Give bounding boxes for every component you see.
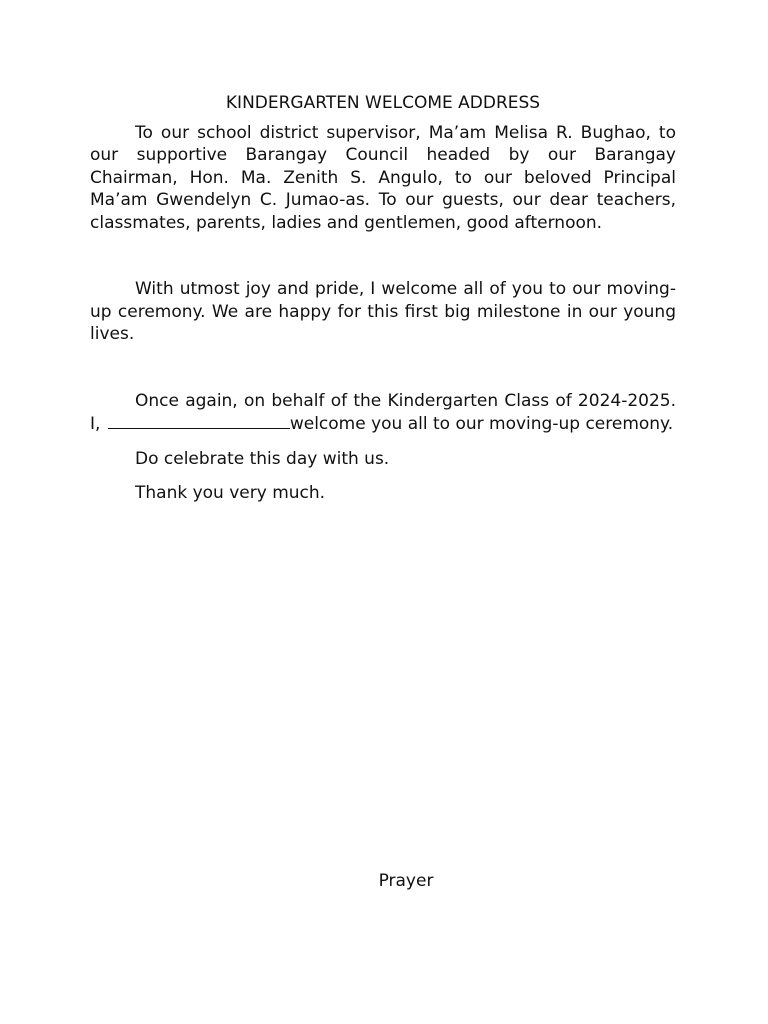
paragraph-behalf-end: welcome you all to our moving-up ceremony.	[289, 414, 674, 434]
document-page	[90, 92, 676, 505]
document-title: KINDERGARTEN WELCOME ADDRESS	[225, 93, 541, 113]
paragraph-celebrate: Do celebrate this day with us.	[135, 448, 390, 469]
paragraph-thanks: Thank you very much.	[135, 483, 326, 503]
paragraph-behalf-start: Once again, on behalf of the Kindergarten Class of 2024-2025. I,	[90, 390, 676, 434]
paragraph-welcome: With utmost joy and pride, I welcome all of you to our moving-up ceremony. We are happy for this first big milestone in our young lives.	[90, 279, 676, 344]
footer-prayer: Prayer	[378, 871, 434, 891]
paragraph-greetings: To our school district supervisor, Ma’am Melisa R. Bughao, to our supportive Barangay Council headed by our Barangay Chairman, Hon. Ma. Zenith S. Angulo, to our beloved Principal Ma’am Gwendelyn C. Jumao-as. To our guests, our dear teachers, classmates, parents, ladies and gentlemen, good afternoon.	[90, 122, 676, 233]
paragraph-behalf	[90, 390, 676, 436]
name-blank-line	[108, 412, 290, 429]
